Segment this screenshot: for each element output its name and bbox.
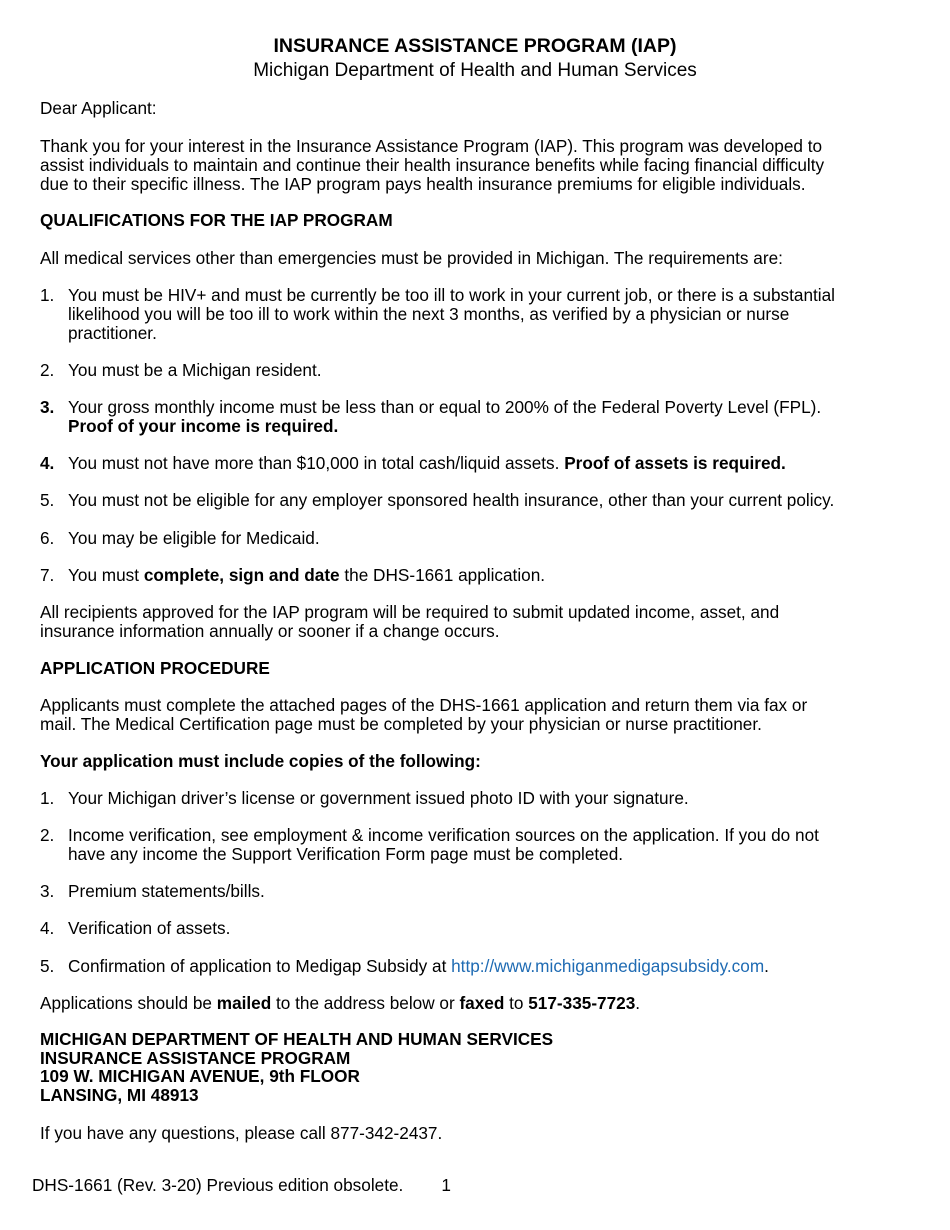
item-number: 7. xyxy=(40,565,55,585)
form-id: DHS-1661 (Rev. 3-20) Previous edition obsolete. xyxy=(32,1175,404,1195)
page-number: 1 xyxy=(441,1175,451,1195)
item-text: Your gross monthly income must be less than or equal to 200% of the Federal Poverty Level (FPL). xyxy=(68,397,822,417)
item-bold-text: Proof of assets is required. xyxy=(564,453,786,473)
item-text: . xyxy=(764,956,769,976)
page-title: INSURANCE ASSISTANCE PROGRAM (IAP) xyxy=(273,35,677,57)
item-text: Premium statements/bills. xyxy=(68,881,265,901)
paragraph-line: mail. The Medical Certification page must be completed by your physician or nurse practitioner. xyxy=(40,714,762,734)
document-item xyxy=(40,882,910,901)
bold-text: mailed xyxy=(216,993,272,1013)
qualifications-heading: QUALIFICATIONS FOR THE IAP PROGRAM xyxy=(40,210,393,230)
requirement-item xyxy=(40,491,910,510)
document-item xyxy=(40,789,910,808)
bold-text: faxed xyxy=(459,993,505,1013)
item-text: Your Michigan driver’s license or government issued photo ID with your signature. xyxy=(68,788,689,808)
item-text: You must be HIV+ and must be currently be too ill to work in your current job, or there is a substantial xyxy=(68,285,835,305)
item-bold-text: complete, sign and date xyxy=(143,565,340,585)
salutation: Dear Applicant: xyxy=(40,98,157,118)
qualifications-lead: All medical services other than emergencies must be provided in Michigan. The requirements are: xyxy=(40,248,783,268)
medigap-subsidy-link[interactable]: http://www.michiganmedigapsubsidy.com xyxy=(451,956,765,976)
paragraph-line: All recipients approved for the IAP program will be required to submit updated income, asset, and xyxy=(40,602,780,622)
item-bold-text: Proof of your income is required. xyxy=(68,416,339,436)
item-number: 1. xyxy=(40,788,55,808)
address-line: INSURANCE ASSISTANCE PROGRAM xyxy=(40,1047,351,1068)
questions-line: If you have any questions, please call 877-342-2437. xyxy=(40,1123,443,1143)
item-text: You must not be eligible for any employer sponsored health insurance, other than your current policy. xyxy=(68,490,835,510)
paragraph-line: Applicants must complete the attached pages of the DHS-1661 application and return them via fax or xyxy=(40,695,808,715)
item-text: You must not have more than $10,000 in total cash/liquid assets. xyxy=(68,453,565,473)
item-text: likelihood you will be too ill to work within the next 3 months, as verified by a physician or nurse xyxy=(68,304,790,324)
document-item xyxy=(40,826,910,864)
include-heading: Your application must include copies of the following: xyxy=(40,751,481,771)
page-subtitle: Michigan Department of Health and Human Services xyxy=(253,60,697,81)
item-number: 5. xyxy=(40,956,55,976)
requirement-item xyxy=(40,398,910,436)
text: Applications should be xyxy=(40,993,217,1013)
item-number: 1. xyxy=(40,285,55,305)
fax-number: 517-335-7723 xyxy=(528,993,636,1013)
mail-fax-instructions xyxy=(40,994,910,1013)
item-text: Income verification, see employment & income verification sources on the application. If you do not xyxy=(68,825,819,845)
item-number: 5. xyxy=(40,490,55,510)
item-text: You must be a Michigan resident. xyxy=(68,360,322,380)
address-line: MICHIGAN DEPARTMENT OF HEALTH AND HUMAN SERVICES xyxy=(40,1029,554,1049)
document-item xyxy=(40,957,910,976)
item-text: Confirmation of application to Medigap Subsidy at xyxy=(68,956,452,976)
page-footer xyxy=(32,1176,451,1195)
intro-paragraph xyxy=(40,137,910,194)
paragraph-line: insurance information annually or sooner if a change occurs. xyxy=(40,621,500,641)
item-number: 3. xyxy=(40,881,55,901)
item-number: 4. xyxy=(40,453,55,473)
address-line: LANSING, MI 48913 xyxy=(40,1084,199,1105)
intro-line: Thank you for your interest in the Insurance Assistance Program (IAP). This program was developed to xyxy=(40,136,823,156)
text: to the address below or xyxy=(271,993,460,1013)
requirement-item xyxy=(40,361,910,380)
item-text: Verification of assets. xyxy=(68,918,231,938)
mailing-address xyxy=(40,1030,553,1104)
intro-line: assist individuals to maintain and continue their health insurance benefits while facing financial difficulty xyxy=(40,155,825,175)
requirement-item xyxy=(40,286,910,343)
item-number: 4. xyxy=(40,918,55,938)
item-number: 6. xyxy=(40,528,55,548)
document-item xyxy=(40,919,910,938)
item-text: the DHS-1661 application. xyxy=(339,565,546,585)
item-number: 2. xyxy=(40,360,55,380)
item-text: You must xyxy=(68,565,144,585)
item-text: practitioner. xyxy=(68,323,157,343)
item-text: have any income the Support Verification Form page must be completed. xyxy=(68,844,624,864)
recipients-paragraph xyxy=(40,603,910,641)
requirement-item xyxy=(40,454,910,473)
item-number: 2. xyxy=(40,825,55,845)
item-text: You may be eligible for Medicaid. xyxy=(68,528,320,548)
intro-line: due to their specific illness. The IAP program pays health insurance premiums for eligible individuals. xyxy=(40,174,806,194)
item-number: 3. xyxy=(40,397,55,417)
procedure-heading: APPLICATION PROCEDURE xyxy=(40,658,270,678)
procedure-paragraph xyxy=(40,696,910,734)
text: . xyxy=(635,993,641,1013)
address-line: 109 W. MICHIGAN AVENUE, 9th FLOOR xyxy=(40,1066,360,1086)
text: to xyxy=(504,993,529,1013)
requirement-item xyxy=(40,566,910,585)
requirement-item xyxy=(40,529,910,548)
